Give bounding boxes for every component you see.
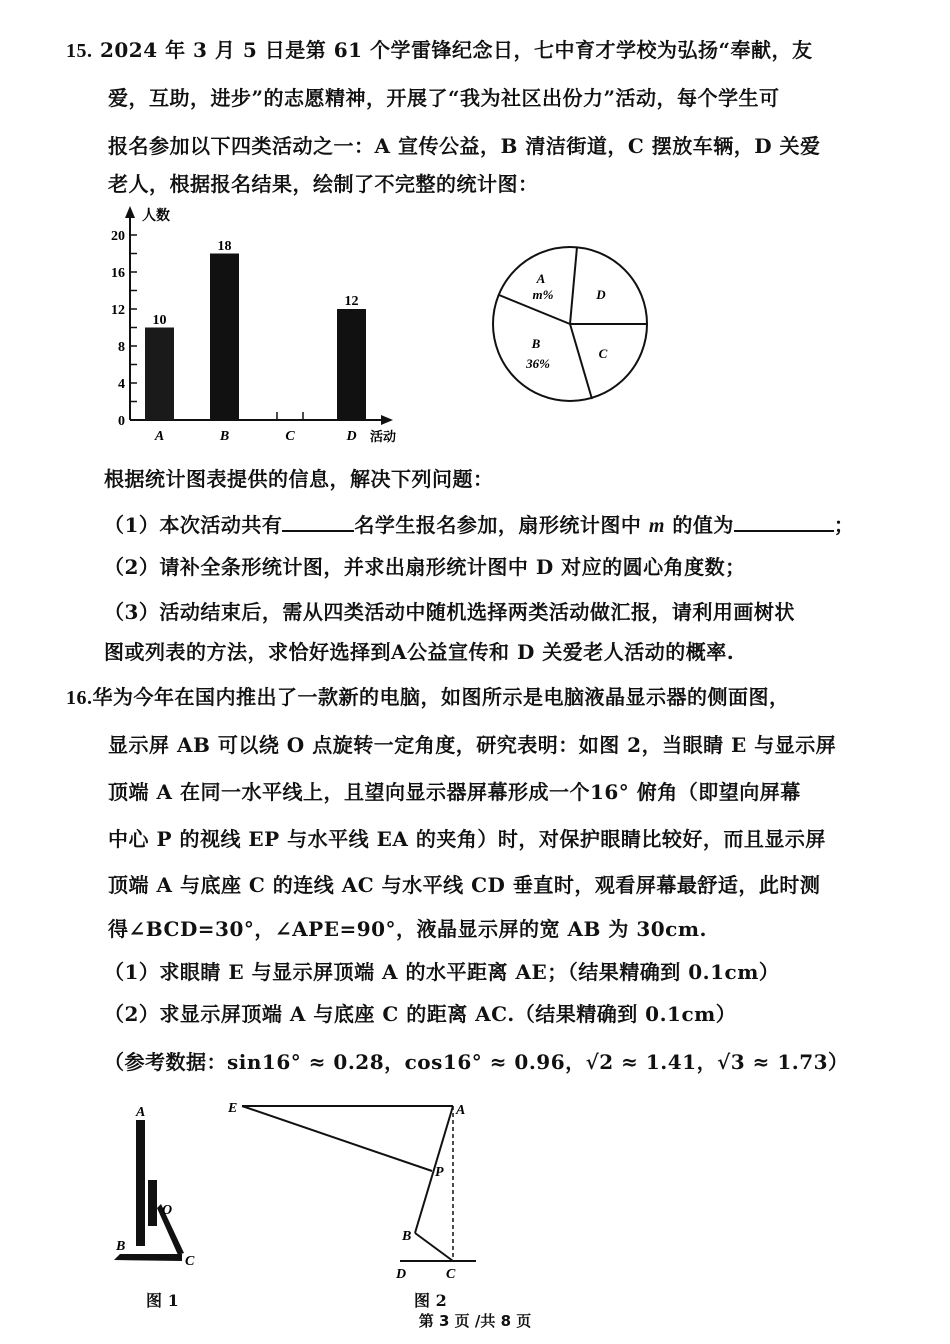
answer-blank-m[interactable]	[734, 512, 834, 532]
pie-label-c: C	[598, 346, 608, 361]
figure-2-geometry	[220, 1090, 520, 1290]
svg-text:18: 18	[217, 239, 232, 254]
q16-sub1: （1）求眼睛 E 与显示屏顶端 A 的水平距离 AE；（结果精确到 0.1cm）	[104, 960, 780, 984]
x-axis-arrow-icon	[381, 415, 393, 425]
q15-line-4: 老人，根据报名结果，绘制了不完整的统计图：	[108, 172, 539, 196]
q16-line-3: 顶端 A 在同一水平线上，且望向显示器屏幕形成一个16° 俯角（即望向屏幕	[108, 780, 801, 804]
pie-label-b: B	[531, 336, 541, 351]
q15-line-2: 爱，互助，进步”的志愿精神，开展了“我为社区出份力”活动，每个学生可	[108, 86, 780, 110]
q16-line-6: 得∠BCD=30°，∠APE=90°，液晶显示屏的宽 AB 为 30cm.	[108, 917, 707, 941]
y-axis-label: 人数	[142, 209, 170, 224]
svg-text:20: 20	[111, 229, 125, 244]
bar-b	[210, 254, 239, 421]
svg-text:C: C	[285, 429, 295, 444]
q15-sub3-line2: 图或列表的方法，求恰好选择到A公益宣传和 D 关爱老人活动的概率.	[104, 640, 735, 664]
q15-text-1: 2024 年 3 月 5 日是第 61 个学雷锋纪念日，七中育才学校为弘扬“奉献，友	[99, 38, 813, 62]
fig2-label-e: E	[228, 1101, 238, 1116]
fig2-label-p: P	[435, 1165, 444, 1180]
pie-label-d: D	[596, 287, 606, 302]
pie-label-a: A	[536, 271, 546, 286]
q16-line-5: 顶端 A 与底座 C 的连线 AC 与水平线 CD 垂直时，观看屏幕最舒适，此时测	[108, 873, 821, 897]
q16-line-2: 显示屏 AB 可以绕 O 点旋转一定角度，研究表明：如图 2，当眼睛 E 与显示屏	[108, 733, 837, 757]
bar-d	[337, 309, 366, 420]
q16-reference-data: （参考数据：sin16° ≈ 0.28，cos16° ≈ 0.96，√2 ≈ 1.41，√3 ≈ 1.73）	[104, 1050, 849, 1074]
fig2-label-a: A	[456, 1103, 466, 1118]
line-bc	[415, 1233, 453, 1261]
x-category-labels	[154, 429, 357, 444]
svg-text:0: 0	[118, 414, 125, 429]
pie-chart	[480, 220, 680, 420]
fig1-label-a: A	[136, 1105, 146, 1120]
bar-a	[145, 328, 174, 421]
answer-blank-total[interactable]	[282, 512, 354, 532]
svg-text:12: 12	[111, 303, 125, 318]
q16-line-4: 中心 P 的视线 EP 与水平线 EA 的夹角）时，对保护眼睛比较好，而且显示屏	[108, 827, 826, 851]
pie-value-a: m%	[532, 287, 554, 302]
q16-number: 16.	[66, 687, 93, 709]
q15-sub3-line1: （3）活动结束后，需从四类活动中随机选择两类活动做汇报，请利用画树状	[104, 600, 795, 624]
y-axis-arrow-icon	[125, 206, 135, 218]
svg-text:10: 10	[152, 313, 167, 328]
figure-1-caption: 图 1	[146, 1291, 179, 1310]
fig2-label-b: B	[402, 1229, 412, 1244]
q15-number: 15.	[66, 40, 93, 62]
q15-sub1: （1）本次活动共有 名学生报名参加，扇形统计图中 m 的值为 ；	[104, 513, 855, 537]
svg-text:D: D	[346, 429, 357, 444]
fig1-label-c: C	[185, 1254, 195, 1269]
fig2-label-c: C	[446, 1267, 456, 1282]
q15-line-1	[66, 38, 813, 63]
q16-line-1: 16.华为今年在国内推出了一款新的电脑，如图所示是电脑液晶显示器的侧面图，	[66, 685, 790, 709]
line-ab	[415, 1106, 453, 1233]
q15-line-3: 报名参加以下四类活动之一：A 宣传公益，B 清洁街道，C 摆放车辆，D 关爱	[108, 134, 821, 158]
x-axis-label: 活动	[370, 429, 397, 444]
y-tick-labels	[111, 229, 125, 429]
y-ticks	[130, 235, 137, 402]
fig2-label-d: D	[396, 1267, 407, 1282]
monitor-screen	[136, 1120, 145, 1246]
fig1-label-b: B	[116, 1239, 126, 1254]
svg-text:12: 12	[344, 294, 359, 309]
q15-intro: 根据统计图表提供的信息，解决下列问题：	[104, 467, 494, 491]
fig1-label-o: O	[162, 1203, 173, 1218]
svg-text:16: 16	[111, 266, 125, 281]
svg-text:A: A	[154, 429, 165, 444]
svg-text:4: 4	[118, 377, 125, 392]
bar-chart	[95, 200, 425, 450]
q16-sub2: （2）求显示屏顶端 A 与底座 C 的距离 AC.（结果精确到 0.1cm）	[104, 1002, 737, 1026]
page-footer: 第 3 页 /共 8 页	[418, 1312, 532, 1330]
pie-value-b: 36%	[526, 356, 550, 371]
monitor-hinge	[148, 1180, 157, 1226]
monitor-base	[114, 1254, 182, 1261]
q15-sub2: （2）请补全条形统计图，并求出扇形统计图中 D 对应的圆心角度数；	[104, 555, 746, 579]
svg-text:B: B	[219, 429, 230, 444]
svg-text:8: 8	[118, 340, 125, 355]
figure-2-caption: 图 2	[414, 1291, 447, 1310]
bar-data-labels	[153, 239, 359, 328]
line-ep	[242, 1106, 432, 1171]
